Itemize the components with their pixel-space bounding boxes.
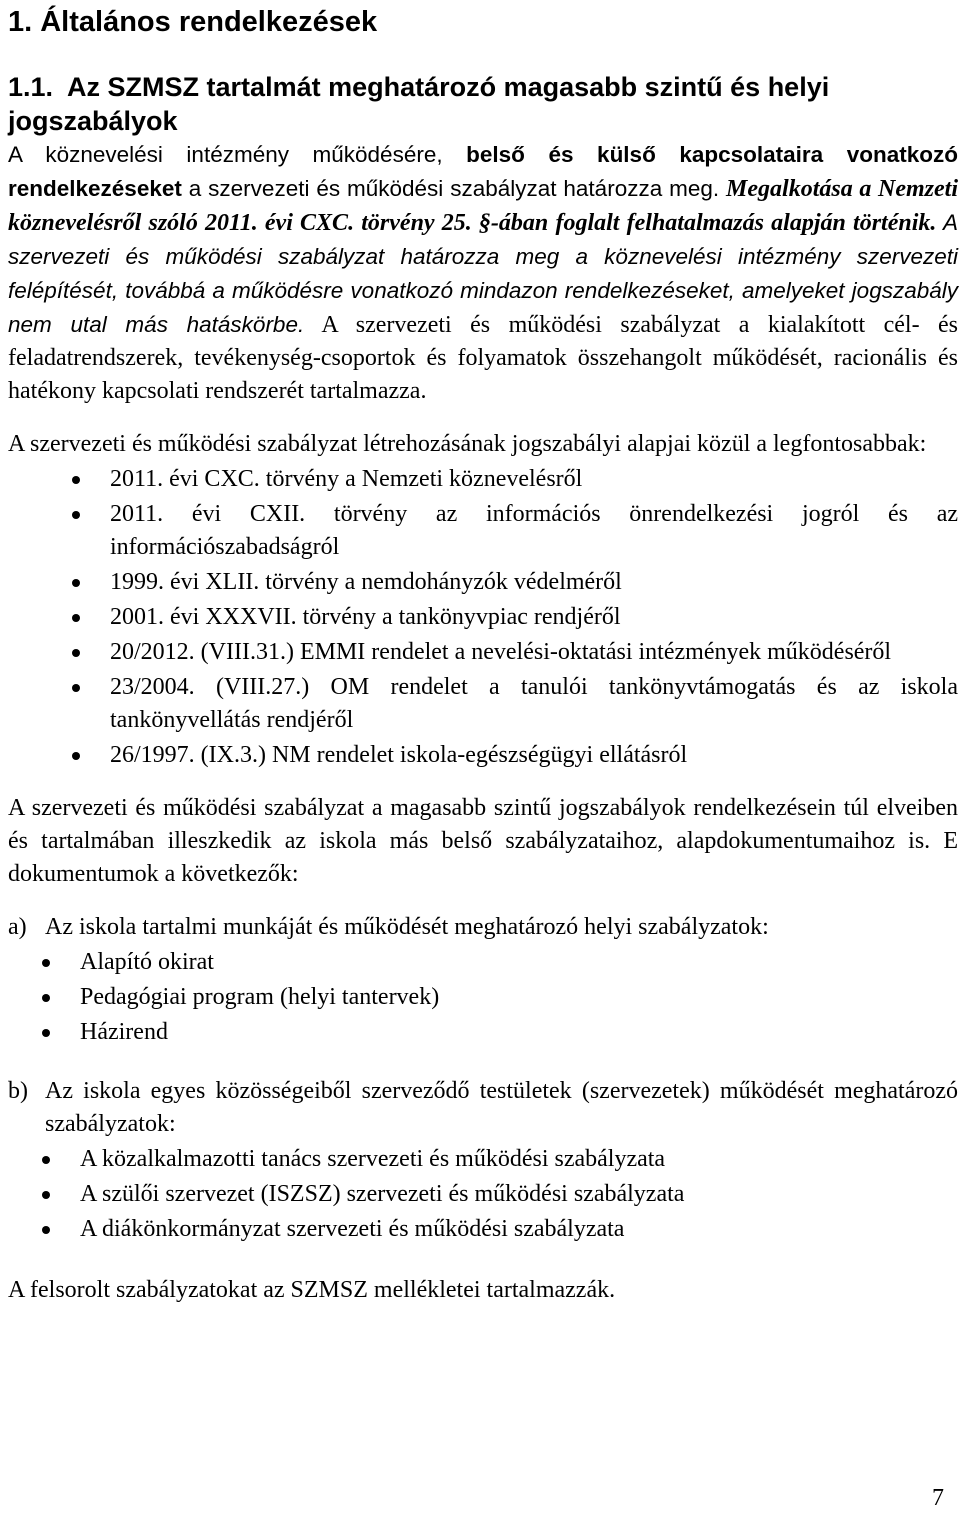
closing-paragraph: A felsorolt szabályzatokat az SZMSZ mellékletei tartalmazzák. [8,1277,616,1303]
list-item: Házirend [8,1016,958,1049]
bullet-icon [42,1156,50,1164]
harmony-paragraph: A szervezeti és működési szabályzat a magasabb szintű jogszabályok rendelkezésein túl elveiben és tartalmában illeszkedik az iskola más belső szabályzataihoz, alapdokumentumaihoz is. E dokumentumok a következők: [8,795,958,887]
bullet-icon [72,511,80,519]
laws-intro: A szervezeti és működési szabályzat létrehozásának jogszabályi alapjai közül a legfontosabbak: [8,431,927,457]
intro-text-3: a szervezeti és működési szabályzat határozza meg. [181,176,727,201]
list-item: A közalkalmazotti tanács szervezeti és működési szabályzata [8,1143,958,1176]
bullet-icon [72,614,80,622]
section-a [8,911,958,944]
section-a-list [8,946,958,1049]
document-page [8,0,958,1307]
section-b [8,1075,958,1141]
bullet-icon [72,752,80,760]
law-item: 23/2004. (VIII.27.) OM rendelet a tanulói tankönyvtámogatás és az iskola tankönyvellátás rendjéről [8,671,958,737]
bullet-icon [42,1029,50,1037]
section-a-text: Az iskola tartalmi munkáját és működését meghatározó helyi szabályzatok: [45,914,769,940]
law-item: 2011. évi CXII. törvény az információs önrendelkezési jogról és az információszabadságról [8,498,958,564]
intro-text-1: A köznevelési intézmény működésére, [8,142,467,167]
section-b-text: Az iskola egyes közösségeiből szerveződő testületek (szervezetek) működését meghatározó szabályzatok: [45,1078,958,1137]
law-item: 26/1997. (IX.3.) NM rendelet iskola-egészségügyi ellátásról [8,739,958,772]
heading-1: 1. Általános rendelkezések [8,6,378,38]
law-item: 1999. évi XLII. törvény a nemdohányzók védelméről [8,566,958,599]
law-item: 2001. évi XXXVII. törvény a tankönyvpiac rendjéről [8,601,958,634]
heading-2-title: Az SZMSZ tartalmát meghatározó magasabb szintű és helyi jogszabályok [8,72,830,136]
laws-list [8,463,958,772]
bullet-icon [72,579,80,587]
section-a-letter: a) [8,914,27,940]
bullet-icon [42,959,50,967]
intro-text-4-bold-italic: Megalkotása a Nemzeti köznevelésről szóló 2011. évi CXC. törvény 25. §-ában foglalt felhatalmazás alapján történik. [8,176,958,236]
list-item: Alapító okirat [8,946,958,979]
intro-text-5-italic: A szervezeti és működési szabályzat határozza meg a köznevelési intézmény szervezeti felépítését, továbbá a működésre vonatkozó mindazon rendelkezéseket, amelyeket jogszabály nem utal más hatáskörbe. [8,210,958,337]
bullet-icon [42,1226,50,1234]
bullet-icon [72,684,80,692]
law-item: 20/2012. (VIII.31.) EMMI rendelet a nevelési-oktatási intézmények működéséről [8,636,958,669]
list-item: Pedagógiai program (helyi tantervek) [8,981,958,1014]
bullet-icon [42,1191,50,1199]
law-item: 2011. évi CXC. törvény a Nemzeti köznevelésről [8,463,958,496]
section-b-list [8,1143,958,1246]
intro-paragraph [8,138,958,408]
heading-2 [8,70,958,138]
bullet-icon [42,994,50,1002]
bullet-icon [72,476,80,484]
heading-2-number: 1.1. [8,72,54,102]
intro-text-2-bold: belső és külső kapcsolataira vonatkozó rendelkezéseket [8,142,959,201]
section-b-letter: b) [8,1078,28,1104]
intro-text-6: A szervezeti és működési szabályzat a kialakított cél- és feladatrendszerek, tevékenység-csoportok és folyamatok összehangolt működését, racionális és hatékony kapcsolati rendszerét tartalmazza. [8,312,958,404]
list-item: A diákönkormányzat szervezeti és működési szabályzata [8,1213,958,1246]
page-number: 7 [932,1485,944,1511]
list-item: A szülői szervezet (ISZSZ) szervezeti és működési szabályzata [8,1178,958,1211]
bullet-icon [72,649,80,657]
